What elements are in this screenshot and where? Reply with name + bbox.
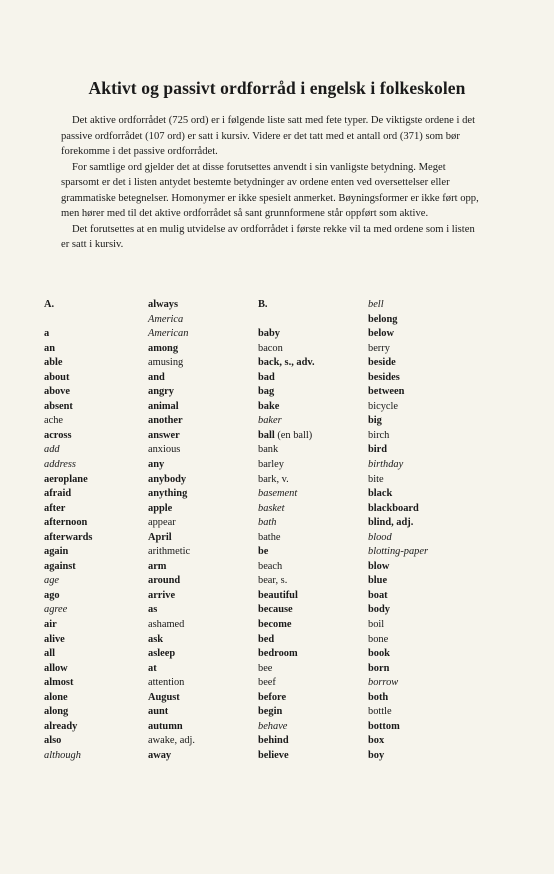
word-entry: able [44,357,63,369]
word-entry: ago [44,589,60,601]
word-entry: beef [258,677,276,689]
word-entry: between [368,386,405,398]
word-entry: animal [148,400,179,412]
word-entry: angry [148,386,174,398]
word-entry: bank [258,444,279,456]
word-entry: already [44,720,78,732]
word-entry: add [44,444,60,456]
word-entry: another [148,415,183,427]
intro-text [61,113,481,253]
word-entry: birch [368,429,390,441]
word-entry: blotting-paper [368,546,429,558]
word-entry: all [44,648,55,660]
word-entry: bed [258,633,275,645]
word-entry: agree [44,604,68,616]
word-entry: although [44,749,81,761]
word-entry: borrow [368,677,399,689]
word-entry: alive [44,633,65,645]
intro-paragraph-1 [61,113,481,160]
word-entry: basket [258,502,285,514]
word-entry: bathe [258,531,281,543]
word-entry: bedroom [258,648,298,660]
word-entry: asleep [148,648,176,660]
word-entry: beautiful [258,589,298,601]
word-entry: afraid [44,488,72,500]
word-entry: born [368,662,390,674]
word-entry: besides [368,371,400,383]
word-entry: begin [258,706,283,718]
word-entry: among [148,342,179,354]
word-entry: because [258,604,293,616]
word-entry: any [148,459,165,471]
word-entry: beside [368,357,396,369]
word-entry: bird [368,444,388,456]
word-entry: bottle [368,706,392,718]
word-entry: bicycle [368,400,398,412]
text-run: typer. De viktigste ordene i det passive ordforrådet (107 ord) er satt i [61,115,476,142]
word-entry: against [44,560,76,572]
word-entry: bacon [258,342,283,354]
word-entry: before [258,691,287,703]
word-column-3 [258,298,315,764]
word-entry [258,313,315,328]
word-entry: bell [368,299,384,310]
word-entry: America [148,313,184,325]
word-entry: bottom [368,720,400,732]
word-entry: afterwards [44,531,93,543]
word-entry: American [148,328,189,340]
word-entry: aunt [148,706,169,718]
word-entry: August [148,691,180,703]
word-entry: ashamed [148,619,185,631]
word-entry: anxious [148,444,181,456]
text-run: For samtlige ord gjelder det [72,161,193,173]
word-entry: baker [258,415,282,427]
word-entry: again [44,546,69,558]
word-column-4 [368,298,428,764]
word-entry: birthday [368,459,404,471]
word-entry: behind [258,735,289,747]
word-entry: bite [368,473,384,485]
word-entry: a [44,328,50,340]
word-entry: and [148,371,165,383]
word-entry: black [368,488,393,500]
word-entry: afternoon [44,517,88,529]
word-entry: baby [258,328,280,340]
word-entry: allow [44,662,68,674]
word-entry: at [148,662,157,674]
word-entry: boat [368,589,388,601]
word-entry: about [44,371,70,383]
text-run: fete [325,115,342,126]
word-entry: across [44,429,72,441]
word-entry: body [368,604,390,616]
word-entry: bone [368,633,389,645]
word-entry: below [368,328,394,340]
word-entry: arm [148,560,167,572]
text-run: ball [258,429,275,441]
word-entry: behave [258,720,288,732]
intro-paragraph-2 [61,160,481,222]
word-entry: bark, v. [258,473,289,485]
word-entry: an [44,342,55,354]
word-entry: awake, adj. [148,735,196,747]
word-entry: basement [258,488,298,500]
section-heading: B. [258,299,268,310]
word-entry: absent [44,400,73,412]
word-entry: bake [258,400,280,412]
word-entry: after [44,502,66,514]
word-entry: be [258,546,269,558]
word-entry: back, s., adv. [258,357,315,369]
text-run: Meget sparsomt er det i listen antydet bestemte betydninger av ordene enten ved oversettelser eller grammatiske betegnelser. Homonymer er ikke spesielt anmerket. Bøyningsformer er ikke ført opp, men hører med til det aktive ordforrådet så sant grunnformene står oppført som aktive. [61,161,479,219]
word-entry: around [148,575,181,587]
text-run: at disse forutsettes anvendt i sin vanligste betydning. [192,161,416,173]
word-entry: alone [44,691,68,703]
word-entry: bear, s. [258,575,288,587]
word-entry [44,313,92,328]
word-entry: bee [258,662,273,674]
word-entry: big [368,415,382,427]
word-entry: boy [368,749,385,761]
word-entry: book [368,648,390,660]
word-entry: bag [258,386,275,398]
word-entry: away [148,749,172,761]
word-entry: belong [368,313,398,325]
word-entry: as [148,604,158,616]
word-entry: April [148,531,172,543]
word-entry: amusing [148,357,184,369]
text-run: kursiv. [221,130,250,142]
word-entry: apple [148,502,173,514]
word-entry: blackboard [368,502,419,514]
word-entry: appear [148,517,176,529]
word-entry: arrive [148,589,176,601]
word-entry: blood [368,531,392,543]
text-run: Det aktive ordforrådet (725 ord) er i følgende liste satt med [72,115,326,126]
word-entry: box [368,735,385,747]
word-entry: believe [258,749,289,761]
text-run: Videre er det tatt med et antall ord (371) som bør forekomme i det passive ordforrådet. [61,130,460,157]
word-entry: aeroplane [44,473,88,485]
word-entry: anything [148,488,188,500]
word-entry: also [44,735,62,747]
word-entry: bath [258,517,277,529]
word-entry: blow [368,560,390,572]
word-entry: barley [258,459,284,471]
word-column-1 [44,298,92,764]
word-entry: berry [368,342,390,354]
word-entry: always [148,299,179,310]
word-column-2 [148,298,195,764]
section-heading: A. [44,299,55,310]
text-run: Det forutsettes at en mulig utvidelse av ordforrådet i første rekke vil ta med ordene som i listen er satt i kursiv. [61,223,475,250]
word-entry: bad [258,371,275,383]
word-entry: address [44,459,76,471]
text-run: (en ball) [274,429,313,441]
word-entry: ache [44,415,64,427]
intro-paragraph-3 [61,222,481,253]
word-entry: beach [258,560,283,572]
word-entry [258,429,315,444]
word-entry: air [44,619,57,631]
word-entry: blind, adj. [368,517,414,529]
word-entry: arithmetic [148,546,191,558]
page-title: Aktivt og passivt ordforråd i engelsk i folkeskolen [88,78,466,98]
word-entry: answer [148,429,180,441]
word-entry: above [44,386,70,398]
word-entry: age [44,575,60,587]
word-entry: autumn [148,720,183,732]
word-entry: ask [148,633,164,645]
word-entry: attention [148,677,185,689]
word-entry: anybody [148,473,187,485]
word-entry: become [258,619,292,631]
word-entry: boil [368,619,385,631]
word-entry: almost [44,677,74,689]
word-entry: blue [368,575,388,587]
word-entry: along [44,706,69,718]
word-entry: both [368,691,389,703]
